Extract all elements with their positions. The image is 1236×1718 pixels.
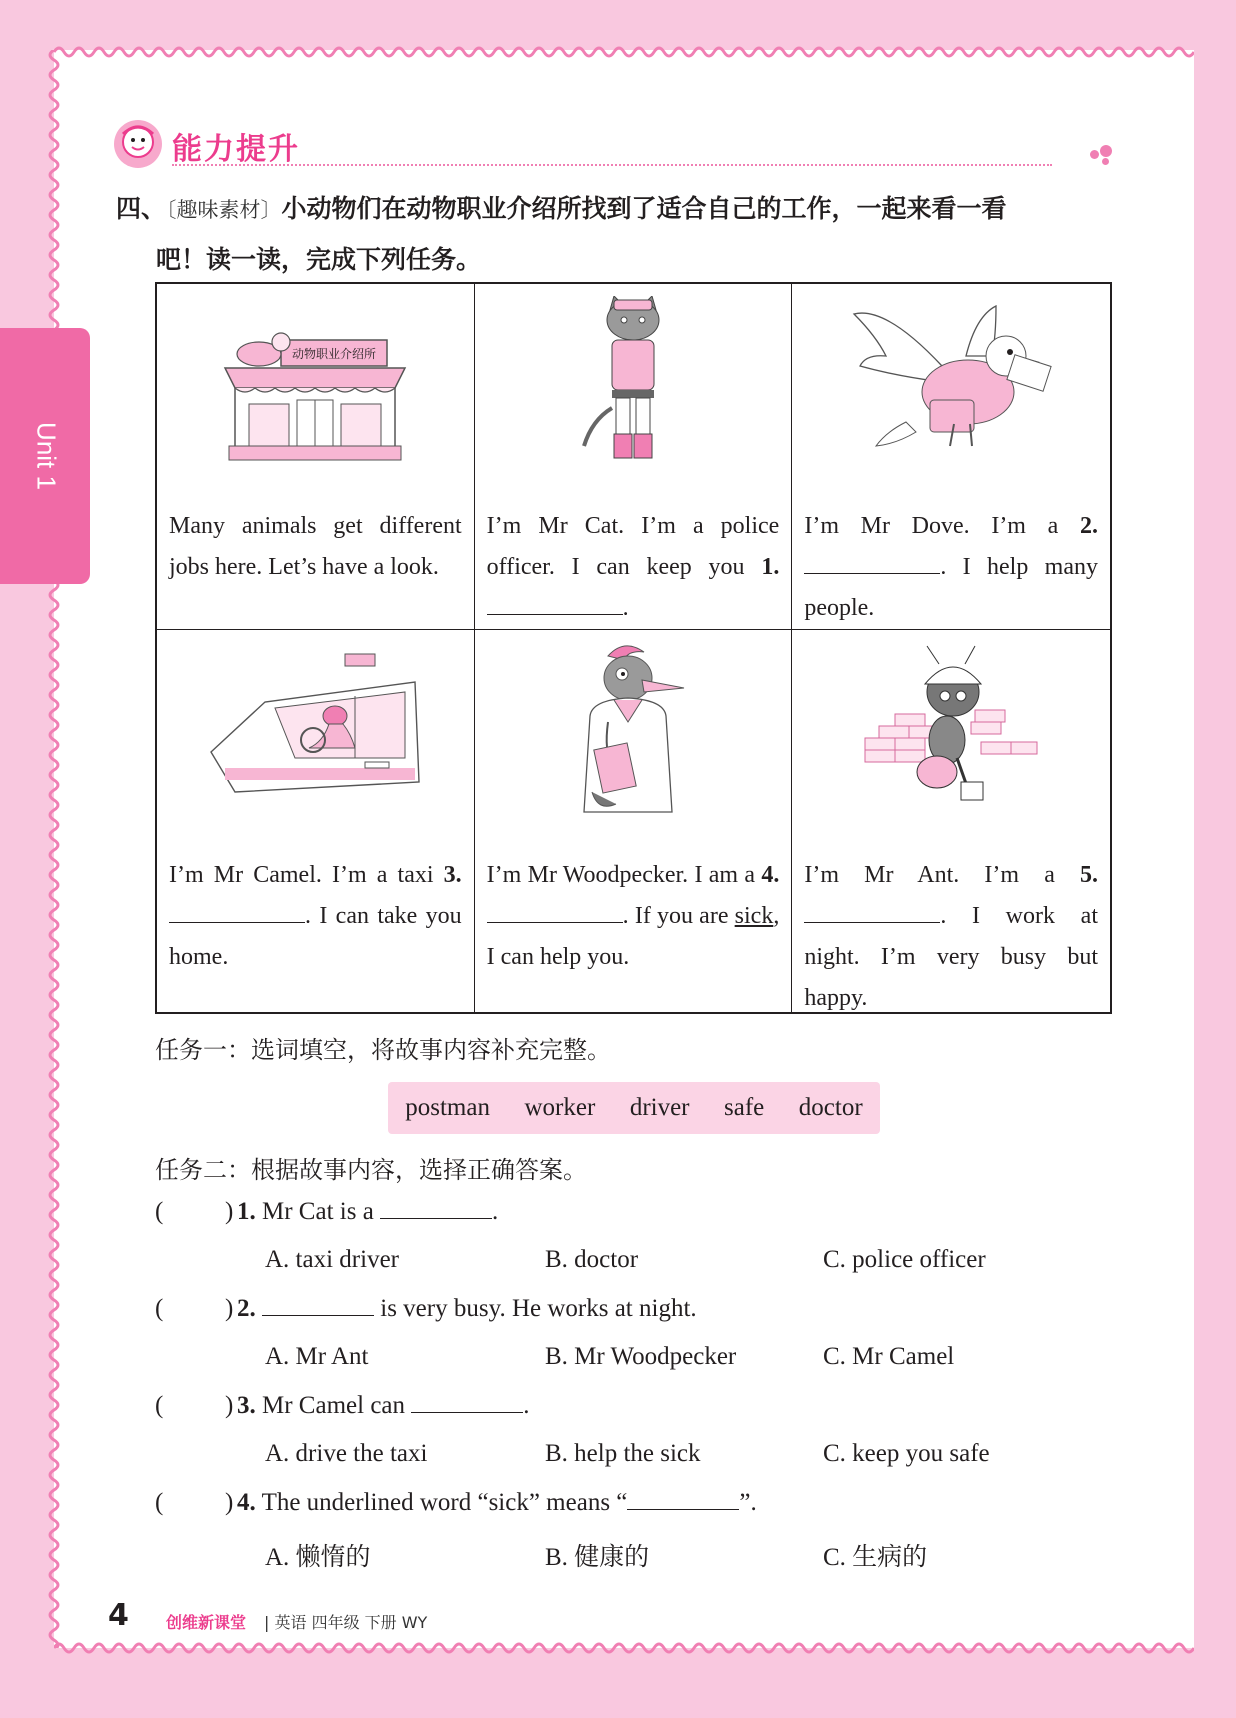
answer-blank[interactable]: [627, 1489, 739, 1510]
option-c[interactable]: C. keep you safe: [823, 1440, 990, 1467]
word-bank-item: driver: [629, 1094, 690, 1121]
option-a[interactable]: A. 懒惰的: [265, 1544, 371, 1571]
story-cell-camel: [157, 630, 475, 1012]
cell-text: I’m Mr Ant. I’m a 5. . I work at night. I’m very busy but happy.: [804, 862, 1098, 1011]
worker-ant-illustration: [861, 642, 1041, 812]
question-line2: 吧！读一读，完成下列任务。: [156, 245, 482, 274]
task2-title: 任务二：根据故事内容，选择正确答案。: [155, 1156, 587, 1184]
answer-blank[interactable]: [169, 900, 305, 923]
answer-bracket-close: ): [225, 1198, 234, 1225]
story-table: [155, 282, 1112, 1014]
story-cell-woodpecker: [475, 630, 793, 1012]
unit-side-tab: [0, 328, 90, 584]
police-cat-illustration: [578, 296, 688, 466]
page-number: 4: [108, 1598, 129, 1633]
cell-text: I’m Mr Woodpecker. I am a 4. . If you are sick, I can help you.: [486, 862, 780, 970]
answer-bracket-open: (: [155, 1392, 164, 1419]
answer-bracket-close: ): [225, 1295, 234, 1322]
footer-info: | 英语 四年级 下册 WY: [264, 1613, 428, 1632]
option-b[interactable]: B. doctor: [545, 1246, 639, 1273]
agency-sign-text: 动物职业介绍所: [292, 347, 377, 361]
answer-blank[interactable]: [487, 900, 623, 923]
word-bank-item: worker: [524, 1094, 596, 1121]
question-line1: 小动物们在动物职业介绍所找到了适合自己的工作，一起来看一看: [281, 194, 1007, 223]
answer-blank[interactable]: [804, 551, 940, 574]
question-heading: [116, 184, 1116, 285]
option-a[interactable]: A. drive the taxi: [265, 1440, 428, 1467]
word-bank: [388, 1082, 880, 1134]
mcq-stem: 1. Mr Cat is a .: [237, 1198, 499, 1225]
option-c[interactable]: C. 生病的: [823, 1544, 928, 1571]
question-number: 四、: [116, 194, 167, 223]
taxi-camel-illustration: [205, 642, 425, 812]
page-footer: [108, 1598, 708, 1638]
mcq-stem: 3. Mr Camel can .: [237, 1392, 530, 1419]
word-bank-item: safe: [724, 1094, 765, 1121]
task1-title: 任务一：选词填空，将故事内容补充完整。: [155, 1036, 611, 1064]
option-b[interactable]: B. Mr Woodpecker: [545, 1343, 737, 1370]
story-cell-agency: [157, 284, 475, 630]
answer-blank[interactable]: [804, 900, 940, 923]
option-b[interactable]: B. help the sick: [545, 1440, 701, 1467]
mcq-stem: 4. The underlined word “sick” means “ ”.: [237, 1489, 757, 1516]
option-c[interactable]: C. Mr Camel: [823, 1343, 955, 1370]
wavy-border-left: [46, 50, 62, 1648]
cell-text: I’m Mr Cat. I’m a police officer. I can keep you 1. .: [486, 513, 780, 621]
option-a[interactable]: A. Mr Ant: [265, 1343, 369, 1370]
answer-bracket-open: (: [155, 1198, 164, 1225]
agency-building-illustration: [215, 296, 415, 466]
answer-blank[interactable]: [380, 1198, 492, 1219]
word-bank-item: postman: [405, 1094, 490, 1121]
mcq-stem: 2. is very busy. He works at night.: [237, 1295, 697, 1322]
answer-bracket-open: (: [155, 1489, 164, 1516]
answer-blank[interactable]: [262, 1295, 374, 1316]
section-header: [112, 116, 1112, 176]
option-b[interactable]: B. 健康的: [545, 1544, 650, 1571]
wavy-border-top: [54, 44, 1194, 60]
underlined-word: sick: [734, 903, 774, 929]
story-cell-ant: [792, 630, 1110, 1012]
footer-brand: 创维新课堂: [166, 1613, 247, 1632]
answer-blank[interactable]: [411, 1392, 523, 1413]
question-tag: 〔趣味素材〕: [166, 198, 282, 222]
section-title: 能力提升: [172, 132, 300, 167]
postman-dove-illustration: [846, 296, 1056, 466]
answer-bracket-close: ): [225, 1392, 234, 1419]
cell-text: I’m Mr Camel. I’m a taxi 3. . I can take you home.: [169, 862, 462, 970]
answer-blank[interactable]: [487, 592, 623, 615]
section-divider: [172, 164, 1052, 166]
cell-text: I’m Mr Dove. I’m a 2. . I help many people.: [804, 513, 1098, 621]
unit-label: Unit 1: [31, 422, 62, 490]
doctor-woodpecker-illustration: [568, 642, 698, 818]
mascot-icon: [112, 118, 164, 170]
story-cell-cat: [475, 284, 793, 630]
wavy-border-bottom: [54, 1640, 1194, 1656]
answer-bracket-open: (: [155, 1295, 164, 1322]
answer-bracket-close: ): [225, 1489, 234, 1516]
option-a[interactable]: A. taxi driver: [265, 1246, 399, 1273]
option-c[interactable]: C. police officer: [823, 1246, 986, 1273]
story-cell-dove: [792, 284, 1110, 630]
cell-text: Many animals get different jobs here. Let’s have a look.: [169, 513, 462, 580]
word-bank-item: doctor: [798, 1094, 863, 1121]
